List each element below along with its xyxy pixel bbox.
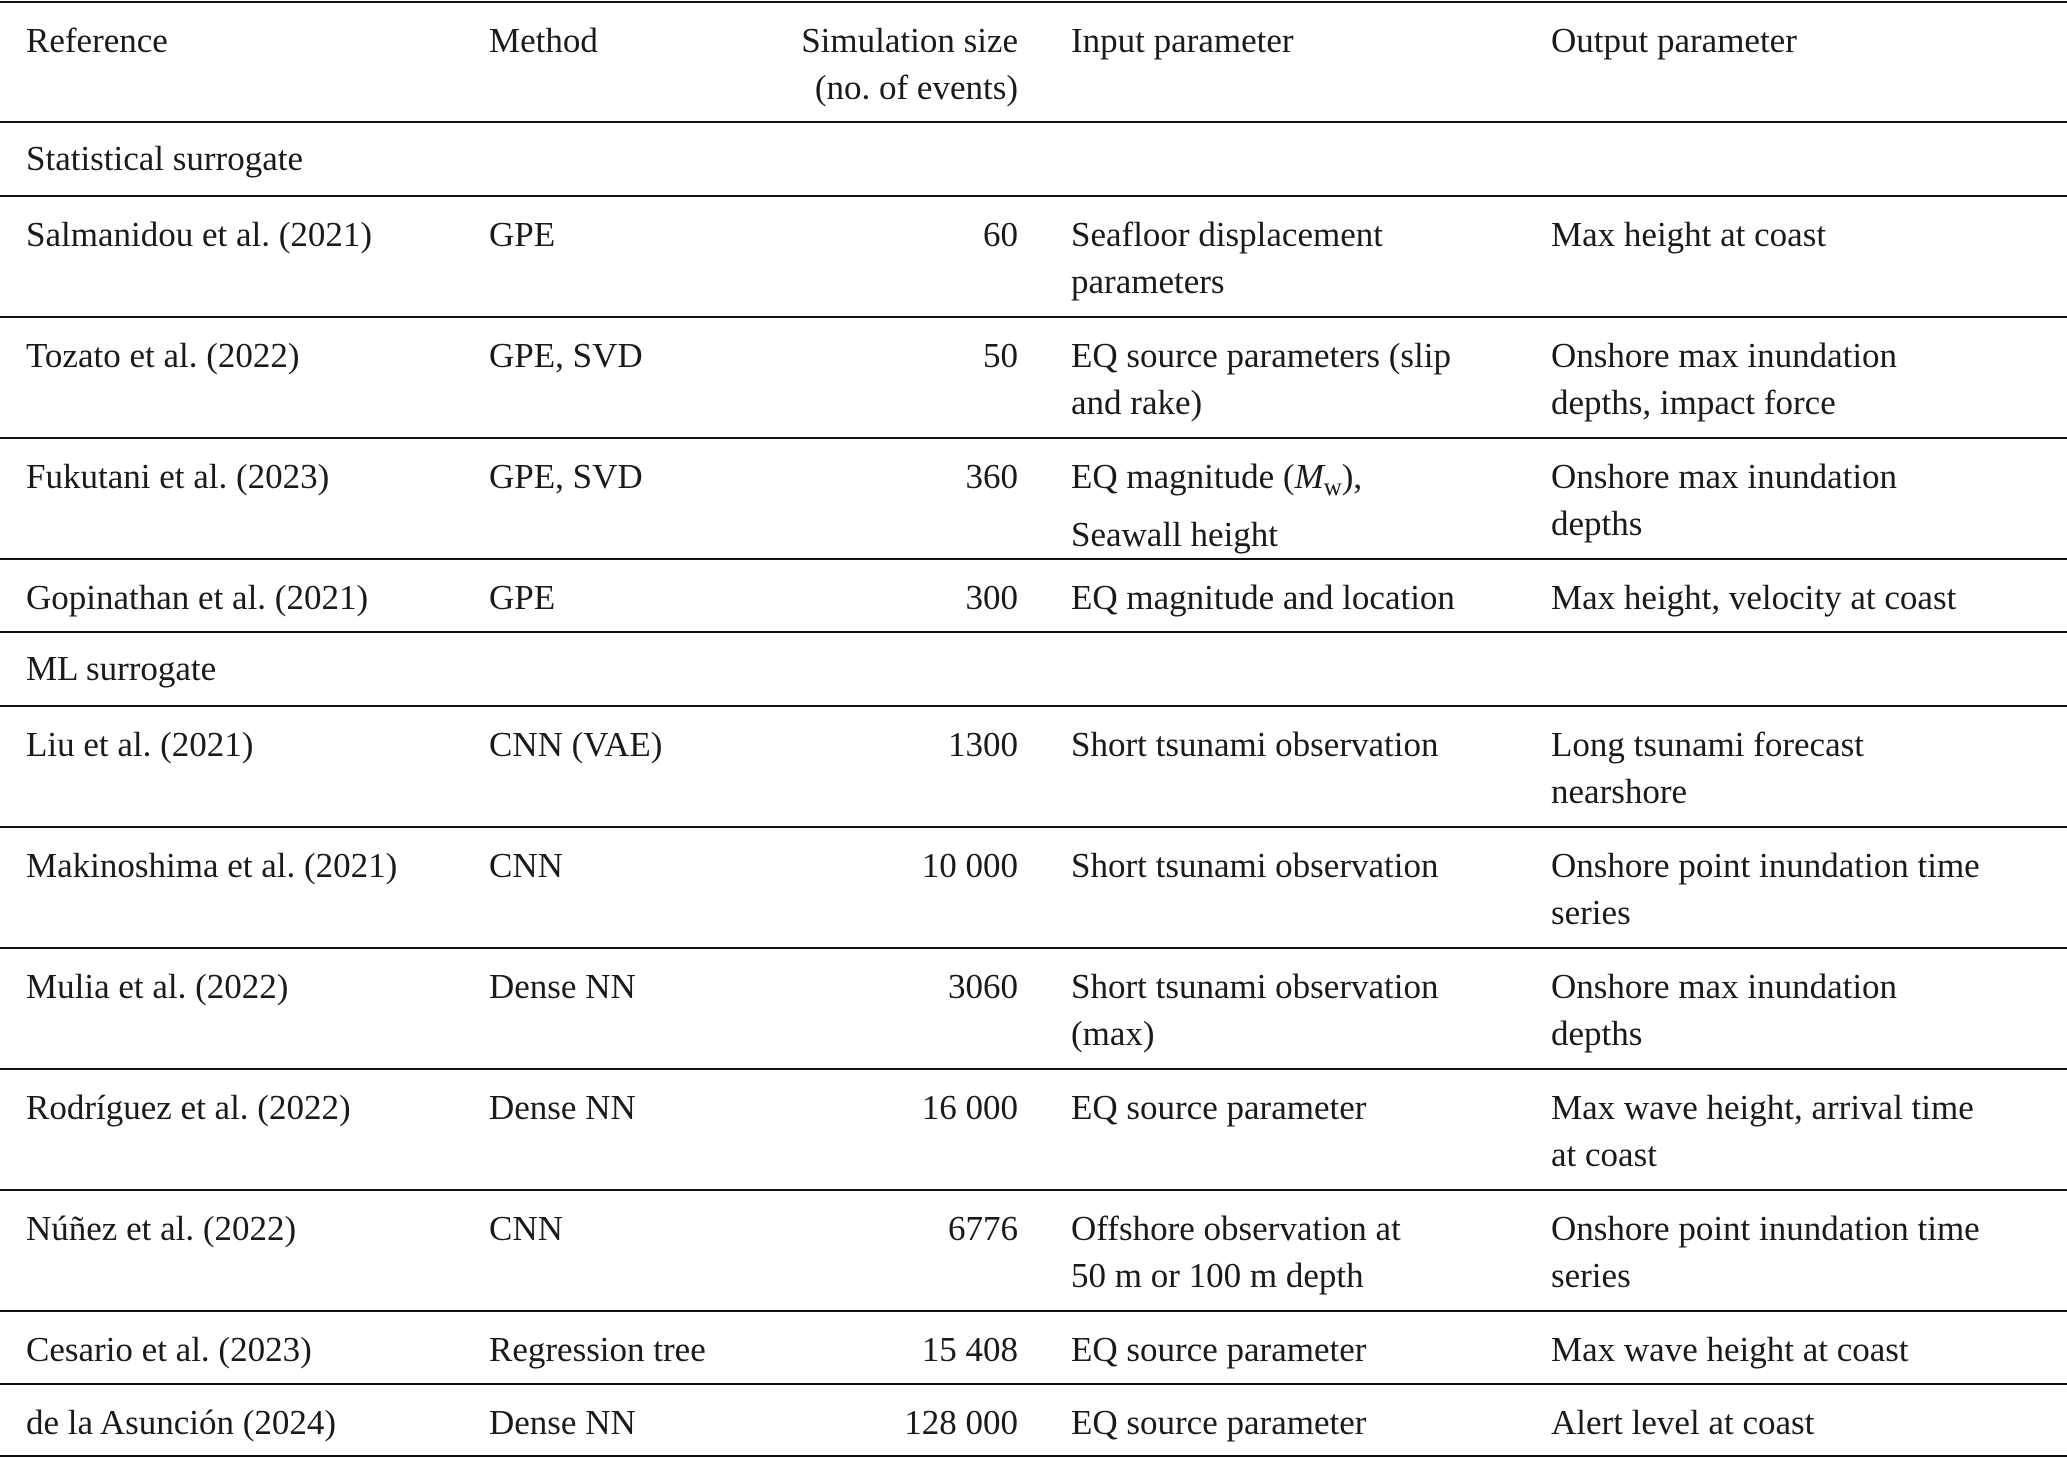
cell-input-parameter	[1071, 332, 1451, 426]
cell-text-line: Onshore max inundation	[1551, 457, 1898, 496]
header-method: Method	[489, 21, 598, 60]
cell-simulation-size: 10 000	[921, 846, 1018, 885]
cell-reference: Liu et al. (2021)	[26, 725, 254, 764]
cell-input-parameter: EQ source parameter	[1071, 1330, 1367, 1369]
cell-output-parameter	[1551, 211, 1826, 258]
cell-method: Dense NN	[489, 1088, 636, 1127]
table-row	[0, 1312, 2067, 1383]
group-label-ml: ML surrogate	[26, 649, 217, 688]
table-row	[0, 1385, 2067, 1456]
header-output-parameter: Output parameter	[1551, 21, 1797, 60]
group-label-statistical: Statistical surrogate	[26, 139, 304, 178]
header-simulation-size	[700, 17, 1018, 111]
cell-text-line: Onshore max inundation	[1551, 967, 1898, 1006]
cell-simulation-size: 1300	[948, 725, 1018, 764]
cell-text-line: EQ source parameters (slip	[1071, 336, 1451, 375]
cell-output-parameter: Max height, velocity at coast	[1551, 578, 1957, 617]
cell-output-parameter	[1551, 453, 1897, 547]
cell-simulation-size: 360	[965, 457, 1018, 496]
table-bottom-rule	[0, 1455, 2067, 1457]
cell-output-parameter	[1551, 842, 1980, 936]
cell-reference: Mulia et al. (2022)	[26, 967, 289, 1006]
table-row	[0, 318, 2067, 437]
cell-reference: Makinoshima et al. (2021)	[26, 846, 398, 885]
math-subscript: w	[1323, 474, 1342, 501]
cell-simulation-size: 300	[965, 578, 1018, 617]
cell-input-parameter	[1071, 453, 1362, 558]
table-row	[0, 1191, 2067, 1310]
cell-text-line: Long tsunami forecast	[1551, 725, 1864, 764]
cell-text-line: at coast	[1551, 1135, 1657, 1174]
table-row	[0, 828, 2067, 947]
table-row	[0, 560, 2067, 631]
cell-input-parameter: EQ source parameter	[1071, 1088, 1367, 1127]
table-row	[0, 1070, 2067, 1189]
cell-method: GPE	[489, 215, 556, 254]
table-row	[0, 439, 2067, 558]
table-row	[0, 707, 2067, 826]
header-size-line2: (no. of events)	[814, 68, 1018, 107]
cell-text-line: Onshore point inundation time	[1551, 846, 1980, 885]
cell-text-line: series	[1551, 893, 1631, 932]
cell-method: GPE, SVD	[489, 457, 643, 496]
cell-output-parameter	[1551, 721, 1864, 815]
cell-text-line: Max height at coast	[1551, 215, 1827, 254]
math-symbol: M	[1294, 457, 1324, 496]
cell-method: Dense NN	[489, 1403, 636, 1442]
cell-input-parameter: EQ source parameter	[1071, 1403, 1367, 1442]
cell-simulation-size: 3060	[948, 967, 1018, 1006]
table-row	[0, 949, 2067, 1068]
cell-text-line: depths	[1551, 504, 1643, 543]
cell-input-parameter	[1071, 1205, 1401, 1299]
cell-method: GPE	[489, 578, 556, 617]
cell-input-parameter: Short tsunami observation	[1071, 846, 1439, 885]
cell-simulation-size: 60	[983, 215, 1018, 254]
cell-text-line: Onshore point inundation time	[1551, 1209, 1980, 1248]
cell-reference: Tozato et al. (2022)	[26, 336, 300, 375]
cell-method: CNN	[489, 846, 563, 885]
cell-simulation-size: 50	[983, 336, 1018, 375]
cell-input-parameter	[1071, 963, 1438, 1057]
cell-reference: Cesario et al. (2023)	[26, 1330, 312, 1369]
cell-reference: de la Asunción (2024)	[26, 1403, 337, 1442]
cell-reference: Fukutani et al. (2023)	[26, 457, 330, 496]
cell-output-parameter	[1551, 1205, 1980, 1299]
cell-reference: Salmanidou et al. (2021)	[26, 215, 373, 254]
cell-output-parameter: Alert level at coast	[1551, 1403, 1815, 1442]
cell-text-line: parameters	[1071, 262, 1225, 301]
table-row	[0, 197, 2067, 316]
cell-method: CNN (VAE)	[489, 725, 663, 764]
cell-text-line: depths	[1551, 1014, 1643, 1053]
cell-input-parameter	[1071, 211, 1383, 305]
cell-text-line	[1071, 453, 1362, 511]
text-fragment: EQ magnitude (	[1071, 457, 1295, 496]
cell-text-line: depths, impact force	[1551, 383, 1836, 422]
cell-input-parameter: Short tsunami observation	[1071, 725, 1439, 764]
text-fragment: ),	[1341, 457, 1363, 496]
cell-text-line: Onshore max inundation	[1551, 336, 1898, 375]
cell-text-line: Offshore observation at	[1071, 1209, 1401, 1248]
cell-text-line: Short tsunami observation	[1071, 967, 1439, 1006]
cell-method: CNN	[489, 1209, 563, 1248]
cell-method: Regression tree	[489, 1330, 706, 1369]
cell-simulation-size: 15 408	[921, 1330, 1018, 1369]
cell-method: GPE, SVD	[489, 336, 643, 375]
group-row-ml	[0, 633, 2067, 705]
group-row-statistical	[0, 123, 2067, 195]
cell-reference: Núñez et al. (2022)	[26, 1209, 297, 1248]
table-header-row	[0, 3, 2067, 121]
cell-text-line: series	[1551, 1256, 1631, 1295]
header-size-line1: Simulation size	[801, 21, 1018, 60]
cell-output-parameter: Max wave height at coast	[1551, 1330, 1909, 1369]
cell-text-line: Max wave height, arrival time	[1551, 1088, 1974, 1127]
cell-text-line: (max)	[1071, 1014, 1155, 1053]
cell-text-line: 50 m or 100 m depth	[1071, 1256, 1364, 1295]
cell-simulation-size: 128 000	[904, 1403, 1018, 1442]
cell-input-parameter: EQ magnitude and location	[1071, 578, 1455, 617]
header-input-parameter: Input parameter	[1071, 21, 1294, 60]
cell-method: Dense NN	[489, 967, 636, 1006]
cell-text-line: and rake)	[1071, 383, 1203, 422]
cell-simulation-size: 6776	[948, 1209, 1018, 1248]
cell-simulation-size: 16 000	[921, 1088, 1018, 1127]
cell-output-parameter	[1551, 963, 1897, 1057]
cell-reference: Gopinathan et al. (2021)	[26, 578, 369, 617]
cell-text-line: Seawall height	[1071, 515, 1279, 554]
header-reference: Reference	[26, 21, 168, 60]
cell-reference: Rodríguez et al. (2022)	[26, 1088, 351, 1127]
cell-text-line: nearshore	[1551, 772, 1688, 811]
cell-output-parameter	[1551, 332, 1897, 426]
cell-text-line: Seafloor displacement	[1071, 215, 1383, 254]
cell-output-parameter	[1551, 1084, 1974, 1178]
